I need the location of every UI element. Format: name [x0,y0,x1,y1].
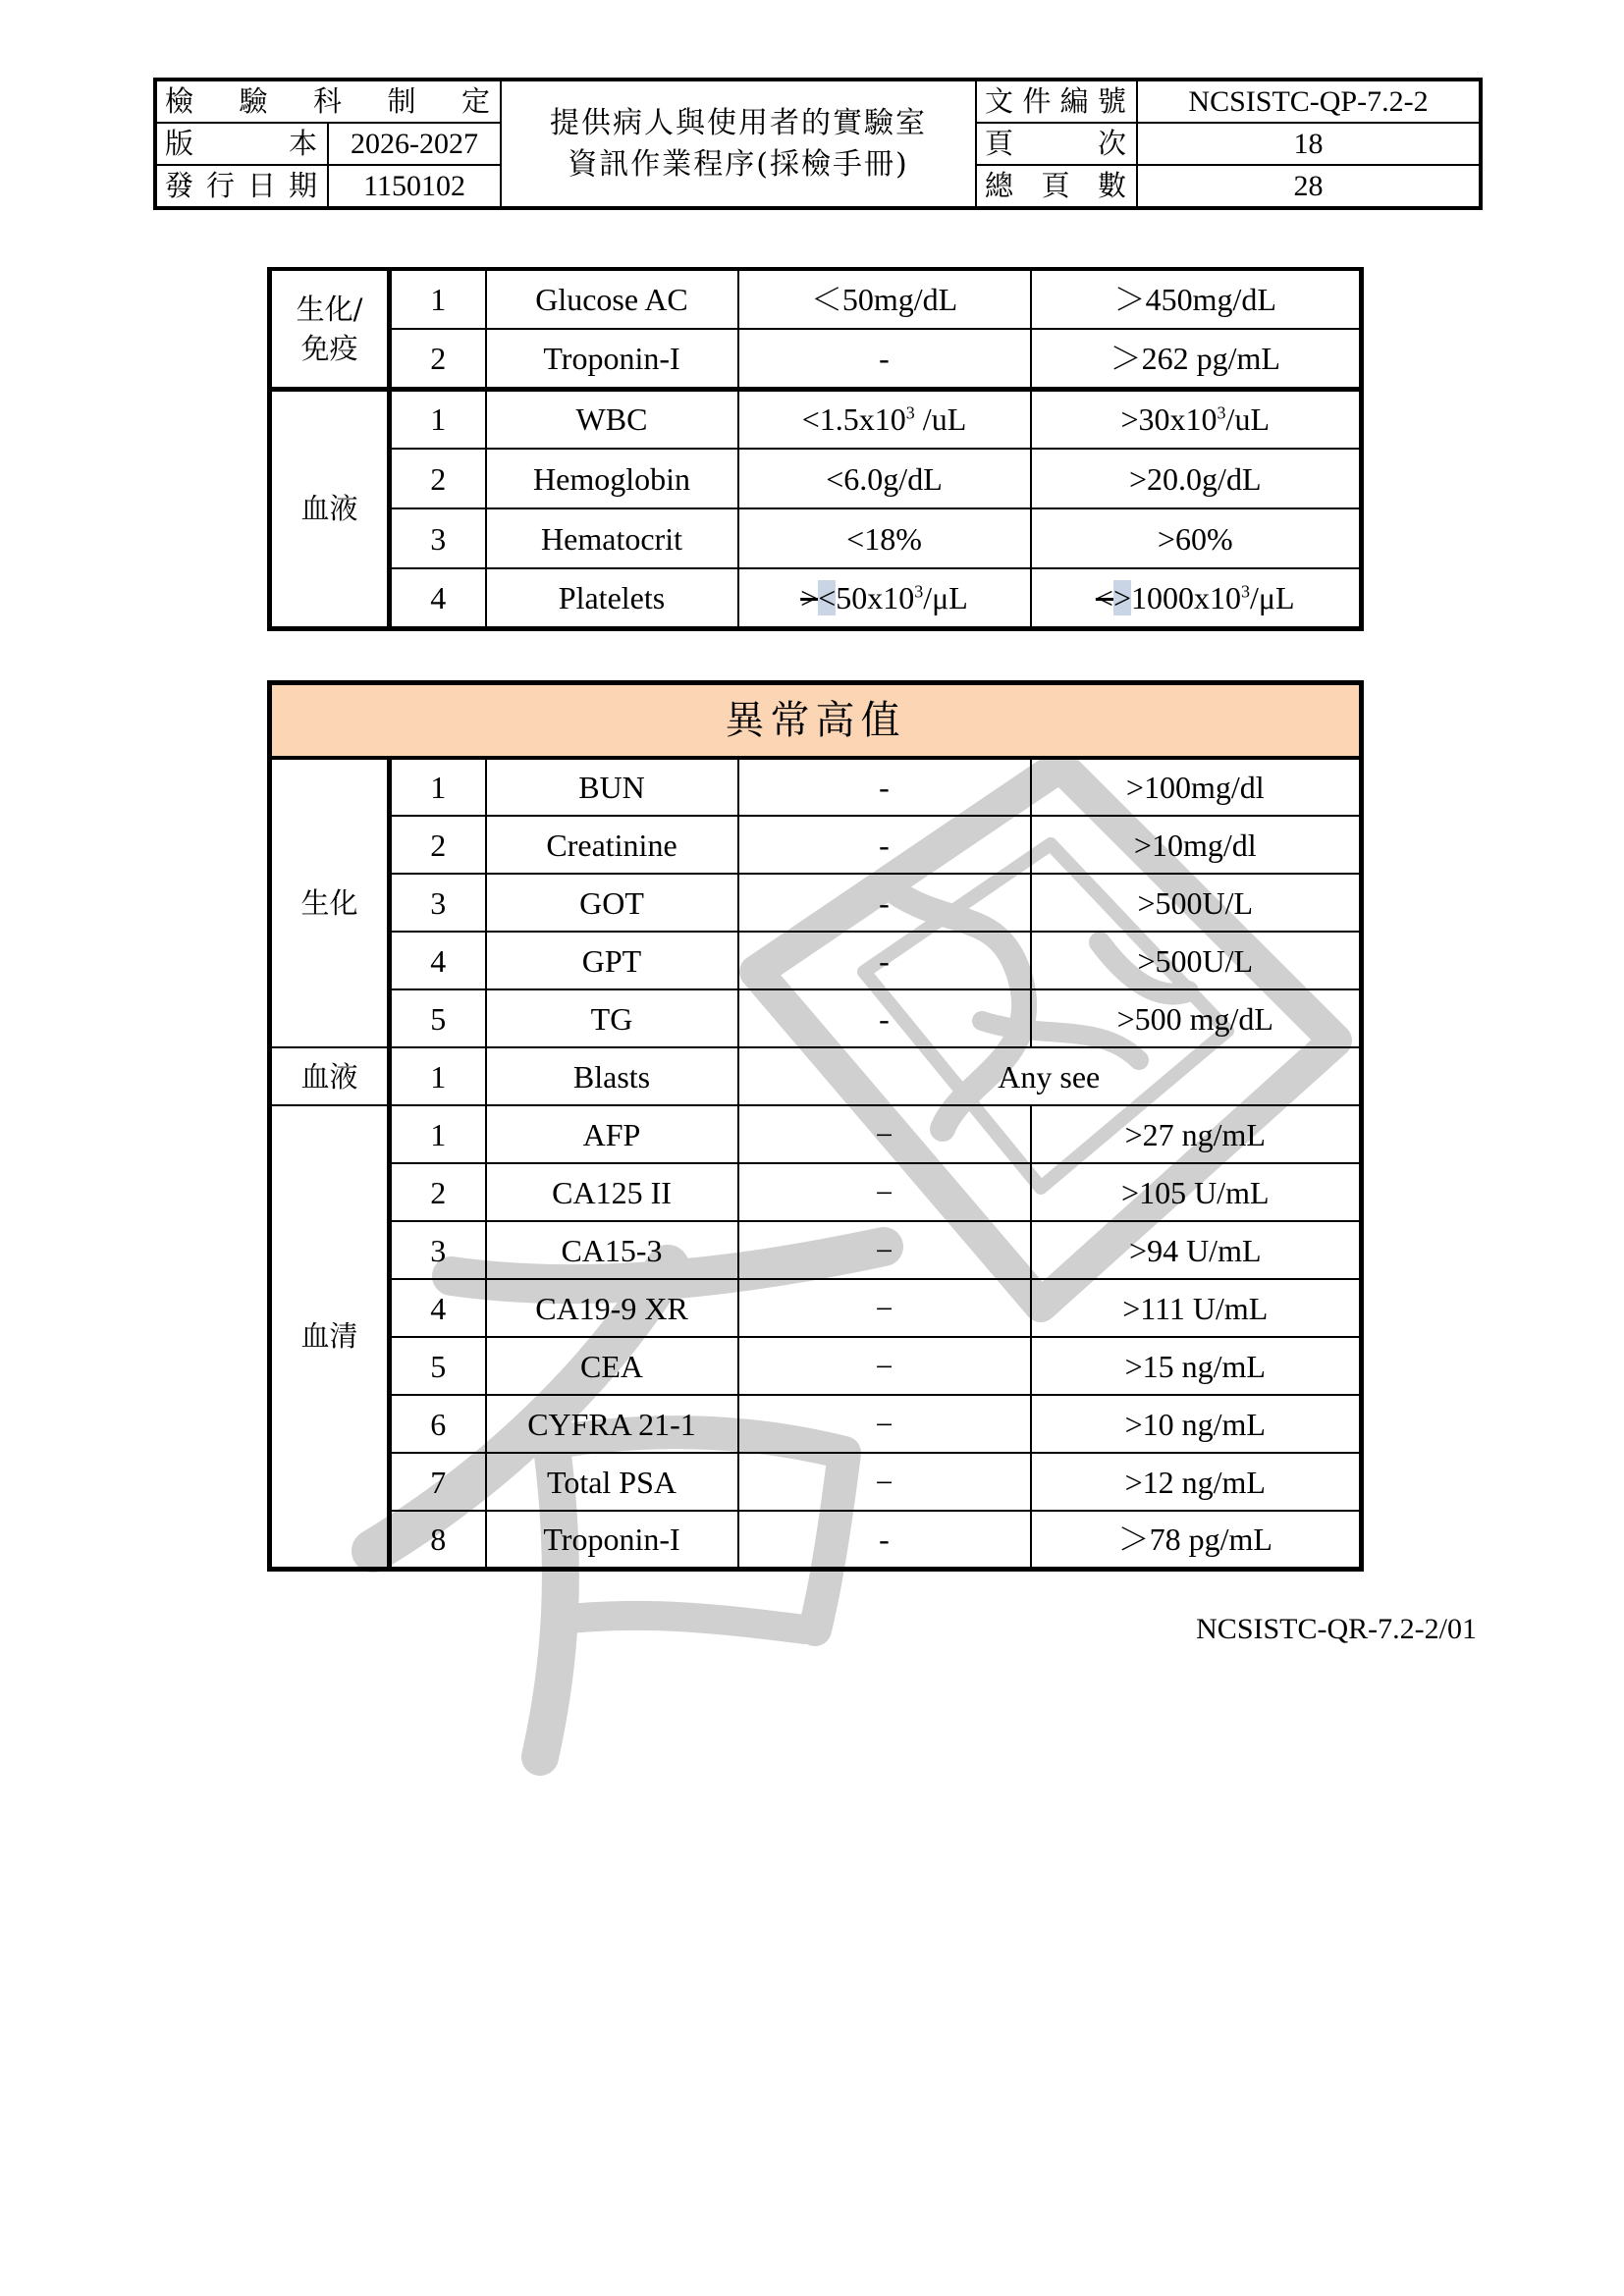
low-limit: - [738,874,1031,932]
dept-label: 檢驗科制定 [155,80,501,123]
total-pages-label: 總頁數 [976,165,1137,208]
high-limit-exponent: 3 [1217,402,1226,423]
table-heading: 異常高值 [270,683,1362,759]
struck-symbol: < [1095,579,1113,615]
inserted-symbol: < [818,579,837,615]
low-limit: - [738,1511,1031,1569]
inserted-symbol: > [1112,579,1131,615]
document-title [501,80,976,208]
item-name: Platelets [486,568,738,628]
item-name: Troponin-I [486,329,738,389]
high-limit [1031,389,1362,449]
low-limit-base: 50x10 [836,579,915,615]
high-limit-unit: /uL [1225,401,1270,438]
low-limit: − [738,1453,1031,1511]
high-limit: >500U/L [1031,874,1362,932]
high-limit-unit: /μL [1250,579,1295,615]
item-name: GOT [486,874,738,932]
row-number: 5 [390,989,486,1047]
low-limit: − [738,1279,1031,1337]
item-name: CYFRA 21-1 [486,1395,738,1453]
high-limit: >10 ng/mL [1031,1395,1362,1453]
high-limit: >10mg/dl [1031,816,1362,874]
item-name: Hemoglobin [486,449,738,508]
item-name: CA15-3 [486,1221,738,1279]
version-label: 版本 [155,123,328,165]
page-label: 頁次 [976,123,1137,165]
item-name: Troponin-I [486,1511,738,1569]
item-name: Hematocrit [486,508,738,568]
item-name: TG [486,989,738,1047]
item-name: Total PSA [486,1453,738,1511]
category-cell: 生化 [270,758,390,1047]
row-number: 2 [390,816,486,874]
low-limit: − [738,1221,1031,1279]
row-number: 4 [390,932,486,989]
high-limit: >111 U/mL [1031,1279,1362,1337]
low-limit: <6.0g/dL [738,449,1031,508]
abnormal-high-values-table [267,680,1364,1572]
critical-values-table [267,267,1364,631]
category-label-line1: 生化/ [296,292,363,326]
category-cell: 血清 [270,1105,390,1569]
low-limit [738,389,1031,449]
high-limit: >100mg/dl [1031,758,1362,816]
high-limit: >105 U/mL [1031,1163,1362,1221]
item-name: Blasts [486,1047,738,1105]
low-limit: − [738,1105,1031,1163]
low-limit [738,568,1031,628]
low-limit: - [738,989,1031,1047]
low-limit-unit: /uL [914,401,967,438]
page-number: 18 [1137,123,1481,165]
row-number: 2 [390,449,486,508]
item-name: AFP [486,1105,738,1163]
row-number: 7 [390,1453,486,1511]
row-number: 8 [390,1511,486,1569]
row-number: 5 [390,1337,486,1395]
high-limit: >500 mg/dL [1031,989,1362,1047]
low-limit: − [738,1163,1031,1221]
item-name: Glucose AC [486,269,738,329]
low-limit: ＜50mg/dL [738,269,1031,329]
high-limit: >12 ng/mL [1031,1453,1362,1511]
low-limit-base: <1.5x10 [801,401,906,438]
item-name: BUN [486,758,738,816]
high-limit: ＞262 pg/mL [1031,329,1362,389]
item-name: CA125 II [486,1163,738,1221]
low-limit: - [738,758,1031,816]
item-name: GPT [486,932,738,989]
high-limit: >27 ng/mL [1031,1105,1362,1163]
high-limit: >15 ng/mL [1031,1337,1362,1395]
row-number: 2 [390,1163,486,1221]
low-limit: − [738,1395,1031,1453]
row-number: 6 [390,1395,486,1453]
low-limit-exponent: 3 [905,402,915,423]
row-number: 3 [390,1221,486,1279]
version-value: 2026-2027 [328,123,501,165]
low-limit: - [738,816,1031,874]
merged-limit: Any see [738,1047,1362,1105]
item-name: CEA [486,1337,738,1395]
low-limit-unit: /μL [923,579,968,615]
row-number: 4 [390,1279,486,1337]
high-limit-base: 1000x10 [1131,579,1241,615]
high-limit-base: >30x10 [1120,401,1218,438]
high-limit: >94 U/mL [1031,1221,1362,1279]
document-header [153,78,1483,210]
form-number: NCSISTC-QR-7.2-2/01 [1196,1613,1477,1645]
issue-date-label: 發行日期 [155,165,328,208]
issue-date-value: 1150102 [328,165,501,208]
struck-symbol: > [800,579,819,615]
low-limit: <18% [738,508,1031,568]
category-cell: 血液 [270,389,390,628]
document-number: NCSISTC-QP-7.2-2 [1137,80,1481,123]
high-limit: ＞450mg/dL [1031,269,1362,329]
low-limit: − [738,1337,1031,1395]
row-number: 1 [390,269,486,329]
item-name: WBC [486,389,738,449]
category-cell: 血液 [270,1047,390,1105]
total-pages-value: 28 [1137,165,1481,208]
row-number: 1 [390,389,486,449]
low-limit: - [738,932,1031,989]
category-cell [270,269,390,389]
high-limit: >500U/L [1031,932,1362,989]
high-limit: >20.0g/dL [1031,449,1362,508]
item-name: CA19-9 XR [486,1279,738,1337]
high-limit-exponent: 3 [1241,581,1250,602]
low-limit-exponent: 3 [914,581,924,602]
document-title-line1: 提供病人與使用者的實驗室 [550,105,928,140]
row-number: 3 [390,508,486,568]
category-label-line2: 免疫 [300,331,358,365]
item-name: Creatinine [486,816,738,874]
row-number: 1 [390,1105,486,1163]
docno-label: 文件編號 [976,80,1137,123]
document-title-line2: 資訊作業程序(採檢手冊) [568,146,909,182]
high-limit [1031,568,1362,628]
low-limit: - [738,329,1031,389]
high-limit: >60% [1031,508,1362,568]
row-number: 1 [390,758,486,816]
row-number: 3 [390,874,486,932]
row-number: 1 [390,1047,486,1105]
row-number: 4 [390,568,486,628]
row-number: 2 [390,329,486,389]
high-limit: ＞78 pg/mL [1031,1511,1362,1569]
